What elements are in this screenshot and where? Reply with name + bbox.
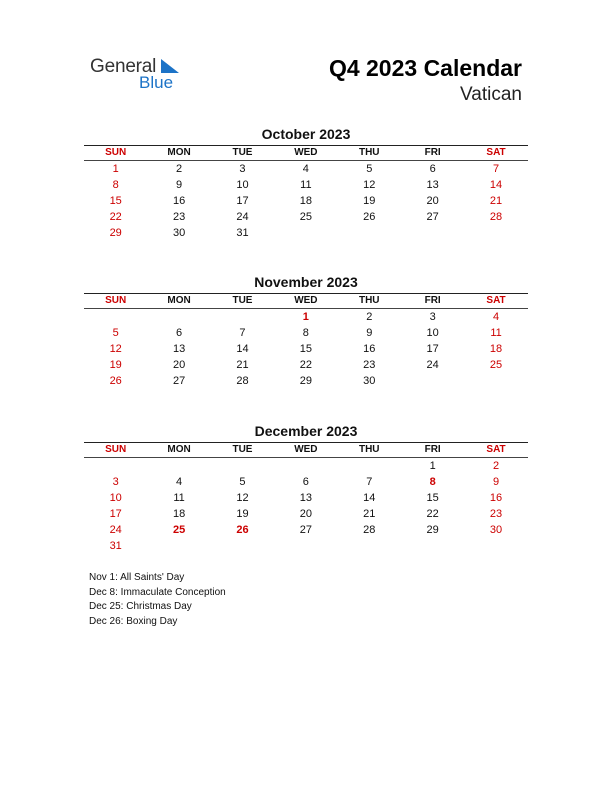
day-cell: 13 xyxy=(299,492,312,504)
day-cell: 2 xyxy=(176,163,183,175)
day-cell: 29 xyxy=(299,375,312,387)
week-row xyxy=(84,522,528,538)
empty-day-cell xyxy=(464,225,527,241)
day-cell: 3 xyxy=(429,311,436,323)
empty-day-cell xyxy=(211,458,274,474)
weekday-label: WED xyxy=(294,295,318,306)
day-cell: 25 xyxy=(299,211,312,223)
day-cell: 21 xyxy=(363,508,376,520)
day-cell: 14 xyxy=(489,179,503,191)
page-title: Q4 2023 Calendar xyxy=(328,55,522,81)
week-row xyxy=(84,161,528,177)
day-cell: 26 xyxy=(363,211,376,223)
day-cell: 8 xyxy=(302,327,309,339)
day-cell: 9 xyxy=(366,327,373,339)
day-cell: 12 xyxy=(236,492,249,504)
day-cell: 15 xyxy=(109,195,122,207)
weekday-label: TUE xyxy=(232,444,253,455)
day-cell: 29 xyxy=(426,524,439,536)
day-cell: 6 xyxy=(176,327,183,339)
day-cell: 19 xyxy=(236,508,249,520)
weekday-label: SUN xyxy=(105,295,127,306)
day-cell: 3 xyxy=(239,163,246,175)
day-cell: 27 xyxy=(172,375,186,387)
day-cell: 11 xyxy=(173,492,185,504)
day-cell: 31 xyxy=(109,540,122,552)
day-cell: 15 xyxy=(426,492,439,504)
day-cell: 20 xyxy=(426,195,439,207)
empty-day-cell xyxy=(274,225,337,241)
day-cell: 28 xyxy=(489,211,503,223)
day-cell: 22 xyxy=(299,359,312,371)
empty-day-cell xyxy=(401,538,464,554)
day-cell: 2 xyxy=(492,460,500,472)
holiday-note: Dec 26: Boxing Day xyxy=(89,615,178,627)
day-cell: 31 xyxy=(236,227,249,239)
day-cell: 18 xyxy=(489,343,503,355)
day-cell: 11 xyxy=(490,327,502,339)
week-row xyxy=(84,490,528,506)
empty-day-cell xyxy=(338,538,401,554)
week-row xyxy=(84,225,528,241)
holiday-note: Nov 1: All Saints' Day xyxy=(89,572,185,583)
weekday-label: MON xyxy=(167,444,191,455)
day-cell: 27 xyxy=(426,211,439,223)
day-cell: 23 xyxy=(172,211,186,223)
day-cell: 28 xyxy=(236,375,249,387)
logo-text-blue: Blue xyxy=(139,73,174,92)
day-cell: 26 xyxy=(236,524,249,536)
weekday-label: MON xyxy=(167,147,191,158)
day-cell: 14 xyxy=(363,492,376,504)
day-cell: 10 xyxy=(109,492,122,504)
month-block xyxy=(84,422,528,554)
day-cell: 25 xyxy=(172,524,186,536)
month-block xyxy=(84,273,528,389)
weekday-label: THU xyxy=(358,295,380,306)
day-cell: 7 xyxy=(239,327,246,339)
day-cell: 5 xyxy=(239,476,246,488)
empty-day-cell xyxy=(84,458,147,474)
day-cell: 16 xyxy=(363,343,376,355)
day-cell: 30 xyxy=(172,227,186,239)
day-cell: 12 xyxy=(109,343,122,355)
day-cell: 24 xyxy=(109,524,122,536)
empty-day-cell xyxy=(274,458,337,474)
day-cell: 24 xyxy=(236,211,249,223)
day-cell: 5 xyxy=(112,327,119,339)
day-cell: 25 xyxy=(489,359,503,371)
day-cell: 14 xyxy=(236,343,249,355)
day-cell: 9 xyxy=(492,476,500,488)
weekday-label: WED xyxy=(294,147,318,158)
day-cell: 10 xyxy=(426,327,439,339)
month-title: November 2023 xyxy=(254,274,358,290)
month-title: December 2023 xyxy=(254,423,358,439)
generalblue-logo xyxy=(90,56,190,96)
day-cell: 22 xyxy=(109,211,122,223)
empty-day-cell xyxy=(338,225,401,241)
day-cell: 1 xyxy=(112,163,119,175)
logo-text-general: General xyxy=(90,56,157,77)
day-cell: 28 xyxy=(363,524,376,536)
day-cell: 23 xyxy=(489,508,503,520)
day-cell: 6 xyxy=(429,163,436,175)
weekday-header-row xyxy=(84,294,528,308)
day-cell: 1 xyxy=(302,311,309,323)
empty-day-cell xyxy=(211,309,274,325)
day-cell: 2 xyxy=(366,311,373,323)
country-name: Vatican xyxy=(460,84,522,105)
weekday-label: MON xyxy=(167,295,191,306)
day-cell: 24 xyxy=(426,359,439,371)
day-cell: 21 xyxy=(236,359,249,371)
weekday-label: FRI xyxy=(424,147,441,158)
weekday-label: WED xyxy=(294,444,318,455)
day-cell: 4 xyxy=(492,311,500,323)
day-cell: 12 xyxy=(363,179,376,191)
empty-day-cell xyxy=(147,538,210,554)
week-row xyxy=(84,538,528,554)
weekday-label: TUE xyxy=(232,295,253,306)
weekday-label: SAT xyxy=(486,147,506,158)
day-cell: 3 xyxy=(112,476,119,488)
day-cell: 19 xyxy=(109,359,122,371)
weekday-label: SUN xyxy=(105,444,127,455)
day-cell: 26 xyxy=(109,375,122,387)
week-row xyxy=(84,209,528,225)
holiday-notes xyxy=(89,571,226,629)
week-row xyxy=(84,341,528,357)
logo-triangle-icon xyxy=(161,59,179,73)
weekday-label: THU xyxy=(358,147,380,158)
empty-day-cell xyxy=(274,538,337,554)
day-cell: 10 xyxy=(236,179,249,191)
holiday-note: Dec 8: Immaculate Conception xyxy=(89,586,226,598)
month-block xyxy=(84,125,528,241)
empty-day-cell xyxy=(401,373,464,389)
day-cell: 6 xyxy=(302,476,309,488)
week-row xyxy=(84,309,528,325)
week-row xyxy=(84,177,528,193)
day-cell: 13 xyxy=(172,343,186,355)
day-cell: 4 xyxy=(176,476,183,488)
day-cell: 18 xyxy=(299,195,312,207)
day-cell: 17 xyxy=(109,508,122,520)
empty-day-cell xyxy=(147,309,210,325)
week-row xyxy=(84,458,528,474)
day-cell: 29 xyxy=(109,227,122,239)
day-cell: 17 xyxy=(236,195,249,207)
day-cell: 7 xyxy=(366,476,373,488)
day-cell: 18 xyxy=(172,508,186,520)
weekday-label: SAT xyxy=(486,444,506,455)
week-row xyxy=(84,325,528,341)
day-cell: 8 xyxy=(429,476,436,488)
day-cell: 7 xyxy=(492,163,500,175)
weekday-label: TUE xyxy=(232,147,253,158)
month-title: October 2023 xyxy=(261,126,351,142)
holiday-note: Dec 25: Christmas Day xyxy=(89,601,192,612)
empty-day-cell xyxy=(147,458,210,474)
weekday-label: FRI xyxy=(424,295,441,306)
week-row xyxy=(84,357,528,373)
week-row xyxy=(84,373,528,389)
day-cell: 13 xyxy=(426,179,439,191)
day-cell: 11 xyxy=(300,179,312,191)
day-cell: 9 xyxy=(176,179,183,191)
empty-day-cell xyxy=(464,538,527,554)
empty-day-cell xyxy=(338,458,401,474)
weekday-header-row xyxy=(84,443,528,457)
day-cell: 27 xyxy=(299,524,312,536)
weekday-label: FRI xyxy=(424,444,441,455)
weekday-label: SAT xyxy=(486,295,506,306)
day-cell: 17 xyxy=(426,343,439,355)
day-cell: 20 xyxy=(172,359,186,371)
day-cell: 23 xyxy=(363,359,376,371)
weekday-label: SUN xyxy=(105,147,127,158)
weekday-header-row xyxy=(84,146,528,160)
empty-day-cell xyxy=(211,538,274,554)
empty-day-cell xyxy=(401,225,464,241)
day-cell: 5 xyxy=(366,163,373,175)
day-cell: 30 xyxy=(363,375,376,387)
day-cell: 4 xyxy=(302,163,309,175)
empty-day-cell xyxy=(464,373,527,389)
day-cell: 8 xyxy=(112,179,119,191)
day-cell: 1 xyxy=(429,460,436,472)
day-cell: 15 xyxy=(299,343,312,355)
day-cell: 22 xyxy=(426,508,439,520)
day-cell: 19 xyxy=(363,195,376,207)
weekday-label: THU xyxy=(358,444,380,455)
day-cell: 20 xyxy=(299,508,312,520)
day-cell: 16 xyxy=(489,492,503,504)
day-cell: 16 xyxy=(172,195,186,207)
week-row xyxy=(84,474,528,490)
week-row xyxy=(84,193,528,209)
day-cell: 30 xyxy=(489,524,503,536)
day-cell: 21 xyxy=(489,195,503,207)
week-row xyxy=(84,506,528,522)
empty-day-cell xyxy=(84,309,147,325)
